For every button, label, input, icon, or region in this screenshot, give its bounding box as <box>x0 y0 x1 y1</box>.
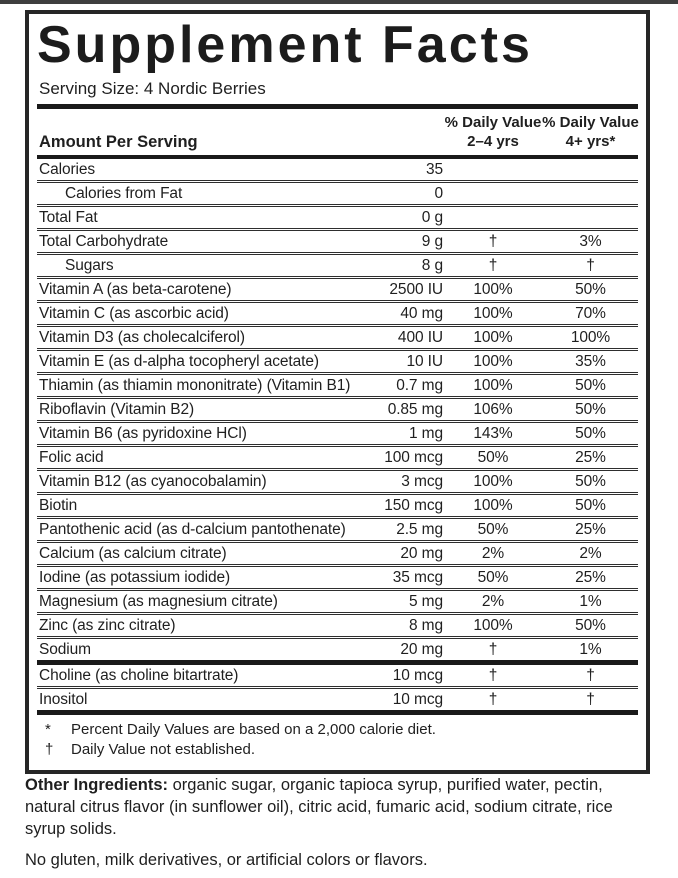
table-row <box>37 636 638 660</box>
nutrient-amount: 8 mg <box>408 616 443 634</box>
nutrient-name: Total Fat <box>39 208 98 226</box>
daily-value-2-4yrs: 100% <box>473 376 513 394</box>
table-row <box>37 159 638 180</box>
daily-value-4plus: 50% <box>575 472 606 490</box>
nutrient-amount: 20 mg <box>400 544 443 562</box>
nutrient-name: Calories from Fat <box>65 184 183 202</box>
nutrient-name: Pantothenic acid (as d-calcium pantothenate) <box>39 520 346 538</box>
daily-value-4plus: 100% <box>570 328 611 346</box>
table-row <box>37 540 638 564</box>
daily-value-2-4yrs: † <box>488 690 498 708</box>
footnote-text: Daily Value not established. <box>71 740 255 758</box>
allergen-statement: No gluten, milk derivatives, or artificial colors or flavors. <box>25 850 428 869</box>
daily-value-4plus: 50% <box>575 280 606 298</box>
daily-value-2-4yrs: † <box>488 666 498 684</box>
table-row <box>37 665 638 686</box>
nutrient-amount: 0.85 mg <box>387 400 443 418</box>
daily-value-4plus: 25% <box>575 448 606 466</box>
daily-value-4plus: 50% <box>575 424 606 442</box>
nutrient-name: Riboflavin (Vitamin B2) <box>39 400 195 418</box>
nutrient-name: Biotin <box>39 496 78 514</box>
table-row <box>37 372 638 396</box>
table-row <box>37 420 638 444</box>
table-header <box>37 109 638 154</box>
daily-value-4plus: 25% <box>575 568 606 586</box>
table-row <box>37 204 638 228</box>
daily-value-2-4yrs: 100% <box>473 616 513 634</box>
daily-value-2-4yrs: 100% <box>473 304 513 322</box>
daily-value-4plus: 50% <box>575 496 606 514</box>
table-row <box>37 468 638 492</box>
nutrient-amount: 10 IU <box>406 352 443 370</box>
table-row <box>37 228 638 252</box>
table-row <box>37 252 638 276</box>
nutrient-amount: 9 g <box>421 232 443 250</box>
table-row <box>37 612 638 636</box>
daily-value-2-4yrs: 50% <box>477 568 509 586</box>
nutrient-amount: 20 mg <box>400 640 443 658</box>
serving-size: Serving Size: 4 Nordic Berries <box>39 79 266 99</box>
footnote-text: Percent Daily Values are based on a 2,000 calorie diet. <box>71 720 436 738</box>
daily-value-2-4yrs: 100% <box>473 472 513 490</box>
nutrient-name: Inositol <box>39 690 88 708</box>
daily-value-2-4yrs: 50% <box>477 448 509 466</box>
daily-value-4plus: 50% <box>575 376 606 394</box>
daily-value-2-4yrs: 143% <box>473 424 513 442</box>
table-row <box>37 516 638 540</box>
table-row <box>37 396 638 420</box>
nutrient-name: Thiamin (as thiamin mononitrate) (Vitamin B1) <box>39 376 351 394</box>
nutrient-name: Vitamin C (as ascorbic acid) <box>39 304 229 322</box>
table-row <box>37 444 638 468</box>
footnote-marker: † <box>45 740 54 758</box>
table-row <box>37 180 638 204</box>
nutrient-name: Folic acid <box>39 448 104 466</box>
table-row <box>37 564 638 588</box>
daily-value-2-4yrs: 100% <box>473 280 513 298</box>
daily-value-4plus: 70% <box>575 304 606 322</box>
daily-value-4plus: † <box>586 690 595 708</box>
other-ingredients <box>25 775 657 841</box>
nutrient-name: Vitamin A (as beta-carotene) <box>39 280 232 298</box>
daily-value-2-4yrs: 2% <box>481 592 505 610</box>
nutrient-amount: 3 mcg <box>401 472 443 490</box>
other-ingredients-text: organic sugar, organic tapioca syrup, purified water, pectin, natural citrus flavor (in sunflower oil), citric acid, fumaric acid, sodium citrate, rice syrup solids. <box>25 776 613 838</box>
daily-value-2-4yrs: 50% <box>477 520 509 538</box>
nutrient-amount: 100 mcg <box>384 448 443 466</box>
footnote <box>37 740 638 760</box>
nutrient-amount: 2500 IU <box>389 280 443 298</box>
daily-value-2-4yrs: 100% <box>473 352 513 370</box>
daily-value-4plus-header <box>543 113 638 151</box>
amount-per-serving-header: Amount Per Serving <box>39 132 198 151</box>
daily-value-2-4yrs-header-line1: % Daily Value <box>444 114 542 132</box>
nutrient-name: Vitamin E (as d-alpha tocopheryl acetate) <box>39 352 319 370</box>
daily-value-2-4yrs: † <box>488 256 498 274</box>
daily-value-2-4yrs: 100% <box>473 328 513 346</box>
nutrient-name: Sodium <box>39 640 91 658</box>
daily-value-4plus: 35% <box>575 352 606 370</box>
daily-value-4plus: † <box>586 666 595 684</box>
table-row <box>37 276 638 300</box>
nutrient-amount: 0 g <box>421 208 443 226</box>
daily-value-2-4yrs: 106% <box>473 400 513 418</box>
table-row <box>37 348 638 372</box>
daily-value-2-4yrs: 100% <box>473 496 513 514</box>
footnote <box>37 720 638 740</box>
nutrient-name: Magnesium (as magnesium citrate) <box>39 592 278 610</box>
nutrient-amount: 0 <box>434 184 443 202</box>
table-row <box>37 492 638 516</box>
nutrient-amount: 10 mcg <box>392 666 443 684</box>
below-panel-text <box>25 775 657 872</box>
nutrient-name: Iodine (as potassium iodide) <box>39 568 231 586</box>
daily-value-2-4yrs-header <box>443 113 543 151</box>
daily-value-2-4yrs: † <box>488 232 498 250</box>
nutrient-amount: 0.7 mg <box>396 376 443 394</box>
nutrient-amount: 8 g <box>421 256 443 274</box>
supplement-facts-panel <box>25 10 650 774</box>
nutrient-amount: 150 mcg <box>384 496 443 514</box>
nutrient-table <box>37 159 638 715</box>
nutrient-amount: 400 IU <box>397 328 443 346</box>
daily-value-4plus: 2% <box>579 544 602 562</box>
nutrient-amount: 1 mg <box>408 424 443 442</box>
nutrient-name: Sugars <box>65 256 114 274</box>
daily-value-4plus: 1% <box>579 592 602 610</box>
nutrient-amount: 10 mcg <box>392 690 443 708</box>
daily-value-4plus-header-line1: % Daily Value <box>542 114 639 132</box>
other-ingredients-label: Other Ingredients: <box>25 776 169 794</box>
table-row <box>37 300 638 324</box>
daily-value-2-4yrs: 2% <box>481 544 505 562</box>
daily-value-4plus: 50% <box>575 616 606 634</box>
nutrient-name: Choline (as choline bitartrate) <box>39 666 239 684</box>
nutrient-amount: 2.5 mg <box>396 520 443 538</box>
daily-value-4plus: † <box>586 256 595 274</box>
nutrient-amount: 5 mg <box>408 592 443 610</box>
table-row <box>37 686 638 710</box>
daily-value-4plus: 1% <box>579 640 602 658</box>
nutrient-amount: 35 mcg <box>392 568 443 586</box>
nutrient-name: Calcium (as calcium citrate) <box>39 544 227 562</box>
daily-value-4plus: 3% <box>579 232 602 250</box>
panel-title: Supplement Facts <box>37 16 533 74</box>
daily-value-4plus: 25% <box>575 520 606 538</box>
nutrient-amount: 35 <box>425 160 443 178</box>
table-row <box>37 324 638 348</box>
nutrient-name: Calories <box>39 160 96 178</box>
nutrient-name: Vitamin D3 (as cholecalciferol) <box>39 328 245 346</box>
footnote-marker: * <box>45 720 51 738</box>
nutrient-name: Vitamin B12 (as cyanocobalamin) <box>39 472 267 490</box>
nutrient-amount: 40 mg <box>400 304 443 322</box>
table-row <box>37 588 638 612</box>
page-top-rule <box>0 0 678 4</box>
nutrient-name: Vitamin B6 (as pyridoxine HCl) <box>39 424 247 442</box>
daily-value-4plus-header-line2: 4+ yrs* <box>565 133 616 151</box>
nutrient-name: Total Carbohydrate <box>39 232 169 250</box>
nutrient-name: Zinc (as zinc citrate) <box>39 616 176 634</box>
daily-value-2-4yrs-header-line2: 2–4 yrs <box>467 133 519 151</box>
daily-value-2-4yrs: † <box>488 640 498 658</box>
daily-value-4plus: 50% <box>575 400 606 418</box>
footnotes <box>37 715 638 766</box>
